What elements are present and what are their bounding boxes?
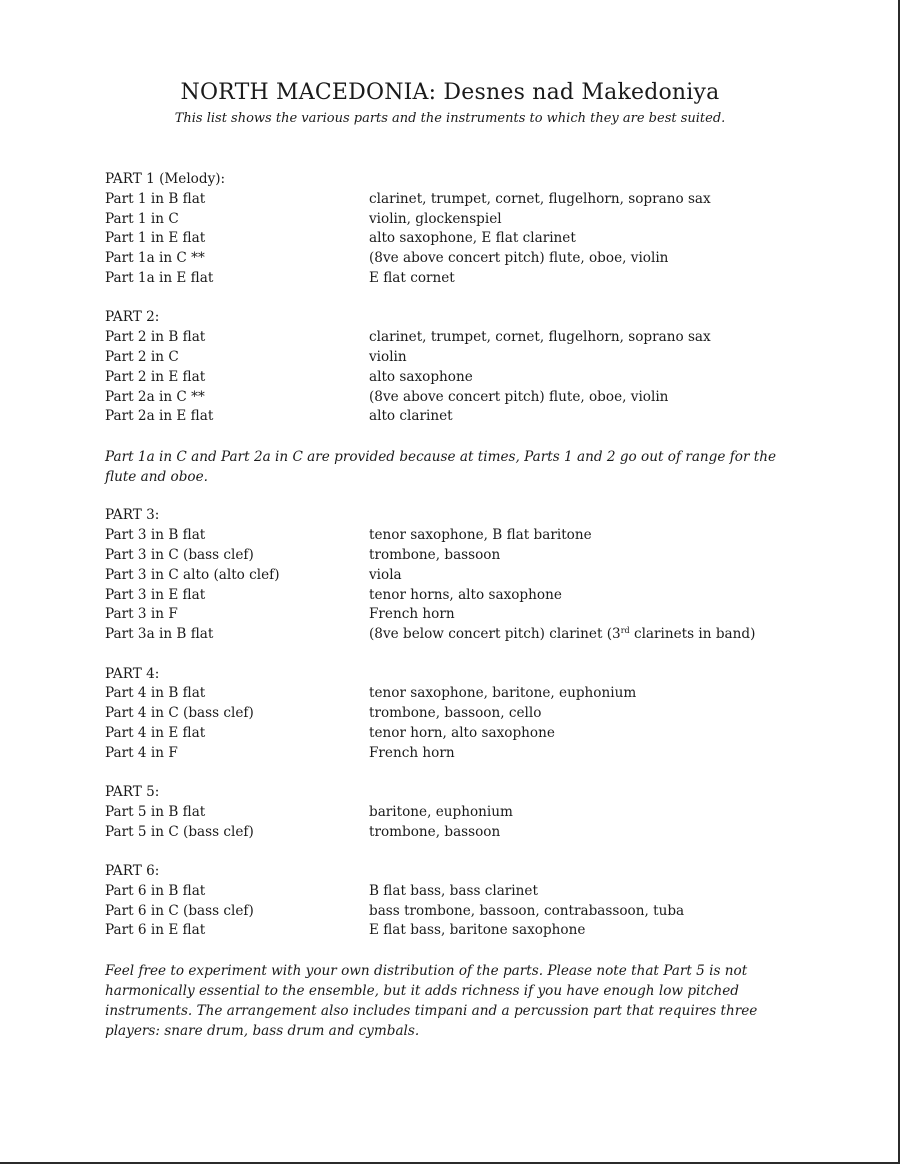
part-row [105, 407, 805, 427]
part-row [105, 724, 805, 744]
part-instruments: tenor saxophone, baritone, euphonium [369, 685, 637, 702]
parts-list [105, 170, 805, 1060]
part-name: Part 4 in E flat [105, 724, 206, 741]
part-name: Part 4 in F [105, 744, 178, 761]
ordinal-suffix: rd [620, 626, 630, 636]
part-name: Part 5 in C (bass clef) [105, 823, 254, 840]
part-name: Part 3 in F [105, 606, 178, 623]
part-name: Part 6 in C (bass clef) [105, 902, 254, 919]
part-row [105, 566, 805, 586]
part4-heading: PART 4: [105, 665, 160, 682]
part-row [105, 229, 805, 249]
part-instruments: tenor horns, alto saxophone [369, 586, 562, 603]
part-name: Part 3 in C (bass clef) [105, 546, 254, 563]
instruments-text-before: (8ve below concert pitch) clarinet (3 [369, 626, 621, 643]
part1-heading: PART 1 (Melody): [105, 171, 226, 187]
part2-heading: PART 2: [105, 309, 160, 326]
part-row [105, 625, 805, 645]
part-row [105, 526, 805, 546]
range-note: Part 1a in C and Part 2a in C are provided because at times, Parts 1 and 2 go out of range for the flute and oboe. [105, 448, 777, 485]
part-instruments: bass trombone, bassoon, contrabassoon, tuba [369, 902, 685, 919]
part-row [105, 190, 805, 210]
part-row [105, 902, 805, 922]
part-instruments: viola [369, 566, 402, 583]
part-instruments: violin, glockenspiel [369, 210, 502, 227]
part-row [105, 546, 805, 566]
part5-heading: PART 5: [105, 784, 160, 801]
part1-section [105, 170, 805, 289]
part-instruments [369, 625, 805, 645]
part-instruments: E flat bass, baritone saxophone [369, 922, 586, 939]
part-row [105, 586, 805, 606]
part-row [105, 368, 805, 388]
part-row [105, 388, 805, 408]
part-name: Part 2a in E flat [105, 408, 214, 425]
part-instruments: French horn [369, 606, 455, 623]
part-instruments: clarinet, trumpet, cornet, flugelhorn, soprano sax [369, 190, 711, 207]
part-name: Part 1a in E flat [105, 269, 214, 286]
part-instruments: French horn [369, 744, 455, 761]
part-name: Part 2 in E flat [105, 368, 206, 385]
distribution-note: Feel free to experiment with your own distribution of the parts. Please note that Part 5 is not harmonically essential to the ensemble, but it adds richness if you have enough low pitched instruments. The arrangement also includes timpani and a percussion part that requires three players: snare drum, bass drum and cymbals. [105, 962, 758, 1039]
part-name: Part 2a in C ** [105, 388, 205, 405]
part-instruments: trombone, bassoon [369, 823, 501, 840]
part-name: Part 2 in B flat [105, 329, 206, 346]
document-subtitle: This list shows the various parts and the instruments to which they are best suited. [174, 111, 726, 126]
part-name: Part 4 in B flat [105, 685, 206, 702]
part-name: Part 3 in E flat [105, 586, 206, 603]
part-row [105, 921, 805, 941]
part-name: Part 4 in C (bass clef) [105, 705, 254, 722]
part-instruments: B flat bass, bass clarinet [369, 882, 538, 899]
part-row [105, 269, 805, 289]
part6-heading: PART 6: [105, 863, 160, 880]
part-row [105, 328, 805, 348]
part-instruments: alto clarinet [369, 408, 453, 425]
part-row [105, 744, 805, 764]
part3-heading: PART 3: [105, 507, 160, 524]
part-instruments: trombone, bassoon, cello [369, 705, 542, 722]
part-row [105, 249, 805, 269]
part-instruments: clarinet, trumpet, cornet, flugelhorn, soprano sax [369, 329, 711, 346]
part-instruments: (8ve above concert pitch) flute, oboe, violin [369, 250, 669, 267]
part-name: Part 1a in C ** [105, 250, 205, 267]
instruments-text-after: clarinets in band) [629, 626, 756, 643]
part2-section [105, 308, 805, 427]
part-row [105, 348, 805, 368]
part-instruments: (8ve above concert pitch) flute, oboe, violin [369, 388, 669, 405]
part-instruments: baritone, euphonium [369, 803, 513, 820]
part-instruments: E flat cornet [369, 269, 455, 286]
part5-section [105, 783, 805, 842]
part-instruments: alto saxophone [369, 368, 473, 385]
part-instruments: tenor horn, alto saxophone [369, 724, 555, 741]
part-name: Part 5 in B flat [105, 803, 206, 820]
part-instruments: tenor saxophone, B flat baritone [369, 527, 592, 544]
part-name: Part 1 in C [105, 210, 179, 227]
part-row [105, 210, 805, 230]
part6-section [105, 862, 805, 941]
document-title: NORTH MACEDONIA: Desnes nad Makedoniya [180, 80, 720, 105]
part-row [105, 803, 805, 823]
part-row [105, 882, 805, 902]
part3-section [105, 506, 805, 645]
part-row [105, 823, 805, 843]
part4-section [105, 665, 805, 764]
part-row [105, 704, 805, 724]
part-instruments: alto saxophone, E flat clarinet [369, 230, 576, 247]
part-name: Part 3a in B flat [105, 626, 214, 643]
part-row [105, 684, 805, 704]
part-name: Part 2 in C [105, 348, 179, 365]
part-name: Part 6 in E flat [105, 922, 206, 939]
part-instruments: trombone, bassoon [369, 546, 501, 563]
part-name: Part 6 in B flat [105, 882, 206, 899]
part-name: Part 3 in B flat [105, 527, 206, 544]
part-row [105, 605, 805, 625]
part-instruments: violin [369, 348, 407, 365]
part-name: Part 3 in C alto (alto clef) [105, 566, 280, 583]
part-name: Part 1 in E flat [105, 230, 206, 247]
part-name: Part 1 in B flat [105, 190, 206, 207]
